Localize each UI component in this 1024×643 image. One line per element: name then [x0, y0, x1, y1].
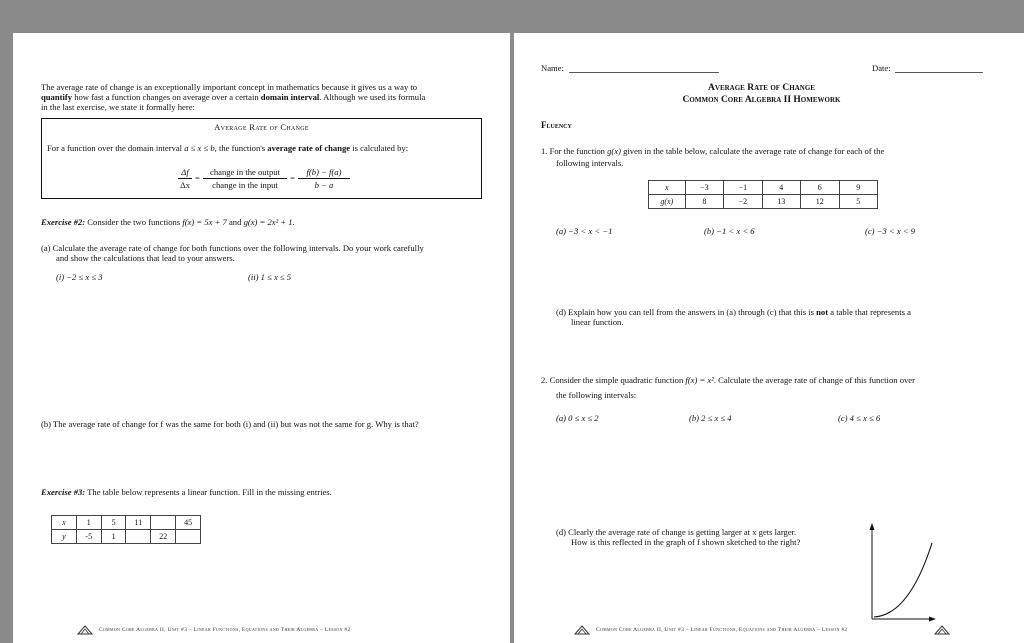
date-label: Date:: [872, 63, 891, 73]
q1d-not: not: [816, 307, 829, 317]
question-2-line-1: [541, 375, 915, 386]
table-cell: x: [649, 181, 686, 195]
q2-f: f(x) = x²: [685, 375, 714, 385]
formula-bar-2: [203, 178, 287, 179]
def-text-a: For a function over the domain interval: [47, 143, 185, 153]
intro-end: . Although we used its formula: [319, 92, 426, 102]
name-label: Name:: [541, 63, 564, 73]
exercise-2b-question: (b) The average rate of change for f was the same for both (i) and (ii) but was not the same for g. Why is that?: [41, 419, 419, 429]
table-row-x: [649, 181, 878, 195]
formula-bar-1: [178, 178, 192, 179]
def-text-c: , the function's: [214, 143, 268, 153]
formula-num-fb-fa: f(b) − f(a): [306, 167, 342, 177]
left-footer: Common Core Algebra II, Unit #3 – Linear Functions, Equations and Their Algebra – Lesson #2: [99, 627, 351, 633]
x-axis-arrow-icon: [929, 617, 936, 622]
exercise-3-text: The table below represents a linear function. Fill in the missing entries.: [85, 487, 332, 497]
table-cell: 5: [101, 516, 126, 530]
exercise-2a-interval-ii: (ii) 1 ≤ x ≤ 5: [248, 272, 292, 282]
q1d-text-a: (d) Explain how you can tell from the answers in (a) through (c) that this is: [556, 307, 817, 317]
footer-logo-icon: [934, 625, 950, 635]
table-cell: -5: [76, 530, 101, 544]
y-axis-arrow-icon: [870, 523, 875, 530]
formula-num-delta-f: Δf: [181, 167, 189, 177]
formula-equals-1: =: [195, 173, 200, 183]
q1-g: g(x): [607, 146, 621, 156]
table-cell: 6: [801, 181, 839, 195]
intro-middle: how fast a function changes on average over a certain: [72, 92, 261, 102]
exercise-2-f: f(x) = 5x + 7: [182, 217, 227, 227]
q1-text-b: given in the table below, calculate the average rate of change for each of the: [620, 146, 885, 156]
homework-subtitle: Common Core Algebra II Homework: [682, 95, 841, 105]
intro-line-2: [41, 92, 425, 103]
formula-den-words: change in the input: [212, 180, 278, 190]
table-cell: 12: [801, 195, 839, 209]
footer-logo-icon: [77, 625, 93, 635]
q2-part-d-line-2: How is this reflected in the graph of f shown sketched to the right?: [571, 537, 801, 547]
definition-title: Average Rate of Change: [214, 122, 309, 132]
table-cell: −3: [685, 181, 723, 195]
table-cell: 11: [126, 516, 151, 530]
exercise-2-prompt: [41, 217, 295, 228]
exercise-3-prompt: [41, 487, 332, 498]
table-cell: 4: [762, 181, 800, 195]
table-cell: g(x): [649, 195, 686, 209]
table-cell: −2: [724, 195, 762, 209]
exercise-2a-line-1: (a) Calculate the average rate of change for both functions over the following intervals. Do your work carefully: [41, 243, 424, 253]
table-cell: 13: [762, 195, 800, 209]
exercise-3-label: Exercise #3:: [41, 487, 86, 497]
table-cell: 1: [101, 530, 126, 544]
formula-den-delta-x: Δx: [180, 180, 190, 190]
q2-part-b: (b) 2 ≤ x ≤ 4: [689, 413, 732, 423]
g-values-table: [648, 180, 878, 209]
q1-part-b: (b) −1 < x < 6: [704, 226, 755, 236]
exercise-2a-line-2: and show the calculations that lead to your answers.: [56, 253, 235, 263]
q1d-text-c: a table that represents a: [828, 307, 911, 317]
q2-text-a: 2. Consider the simple quadratic function: [541, 375, 686, 385]
table-cell-blank[interactable]: [176, 530, 201, 544]
right-worksheet-page: [514, 33, 1024, 643]
formula-bar-3: [298, 178, 350, 179]
q2-part-d-line-1: (d) Clearly the average rate of change is getting larger at x gets larger.: [556, 527, 797, 537]
table-cell-blank[interactable]: [151, 516, 176, 530]
table-cell: 5: [839, 195, 877, 209]
intro-quantify: quantify: [41, 92, 73, 102]
left-worksheet-page: [13, 33, 510, 643]
def-average-rate: average rate of change: [267, 143, 351, 153]
table-cell: 22: [151, 530, 176, 544]
intro-line-3: in the last exercise, we state it formally here:: [41, 102, 195, 112]
formula-equals-2: =: [290, 173, 295, 183]
definition-text: [47, 143, 408, 154]
quadratic-graph-sketch: [864, 521, 940, 623]
homework-title: Average Rate of Change: [708, 83, 815, 93]
q1-text-a: 1. For the function: [541, 146, 608, 156]
table-cell: 8: [685, 195, 723, 209]
table-cell: 9: [839, 181, 877, 195]
exercise-2-label: Exercise #2:: [41, 217, 86, 227]
def-interval: a ≤ x ≤ b: [184, 143, 215, 153]
def-text-e: is calculated by:: [350, 143, 409, 153]
name-field[interactable]: [569, 72, 719, 73]
q2-part-a: (a) 0 ≤ x ≤ 2: [556, 413, 599, 423]
right-footer: Common Core Algebra II, Unit #3 – Linear Functions, Equations and Their Algebra – Lesson #2: [596, 627, 848, 633]
table-row-g: [649, 195, 878, 209]
table-row-y: [52, 530, 201, 544]
intro-domain-interval: domain interval: [260, 92, 320, 102]
fluency-heading: Fluency: [541, 120, 572, 130]
question-1-line-1: [541, 146, 884, 157]
table-cell-blank[interactable]: [126, 530, 151, 544]
date-field[interactable]: [895, 72, 983, 73]
table-row-x: [52, 516, 201, 530]
q1-part-a: (a) −3 < x < −1: [556, 226, 613, 236]
q2-part-c: (c) 4 ≤ x ≤ 6: [838, 413, 881, 423]
table-cell: 45: [176, 516, 201, 530]
table-cell: −1: [724, 181, 762, 195]
q2-text-b: . Calculate the average rate of change of this function over: [713, 375, 915, 385]
question-1-line-2: following intervals.: [556, 158, 624, 168]
q1-part-d-line-2: linear function.: [571, 317, 624, 327]
footer-logo-icon: [574, 625, 590, 635]
exercise-2-text: Consider the two functions: [85, 217, 183, 227]
q1-part-d-line-1: [556, 307, 911, 318]
intro-line-1: The average rate of change is an exceptionally important concept in mathematics because it gives us a way to: [41, 82, 418, 92]
formula-num-words: change in the output: [210, 167, 280, 177]
q1-part-c: (c) −3 < x < 9: [865, 226, 916, 236]
question-2-line-2: the following intervals:: [556, 390, 637, 400]
exercise-2-and: and: [226, 217, 244, 227]
exercise-2-g: g(x) = 2x² + 1.: [243, 217, 295, 227]
table-cell: x: [52, 516, 77, 530]
formula-den-b-a: b − a: [314, 180, 334, 190]
parabola-curve: [874, 543, 932, 617]
exercise-2a-interval-i: (i) −2 ≤ x ≤ 3: [56, 272, 103, 282]
table-cell: 1: [76, 516, 101, 530]
table-cell: y: [52, 530, 77, 544]
linear-function-table: [51, 515, 201, 544]
